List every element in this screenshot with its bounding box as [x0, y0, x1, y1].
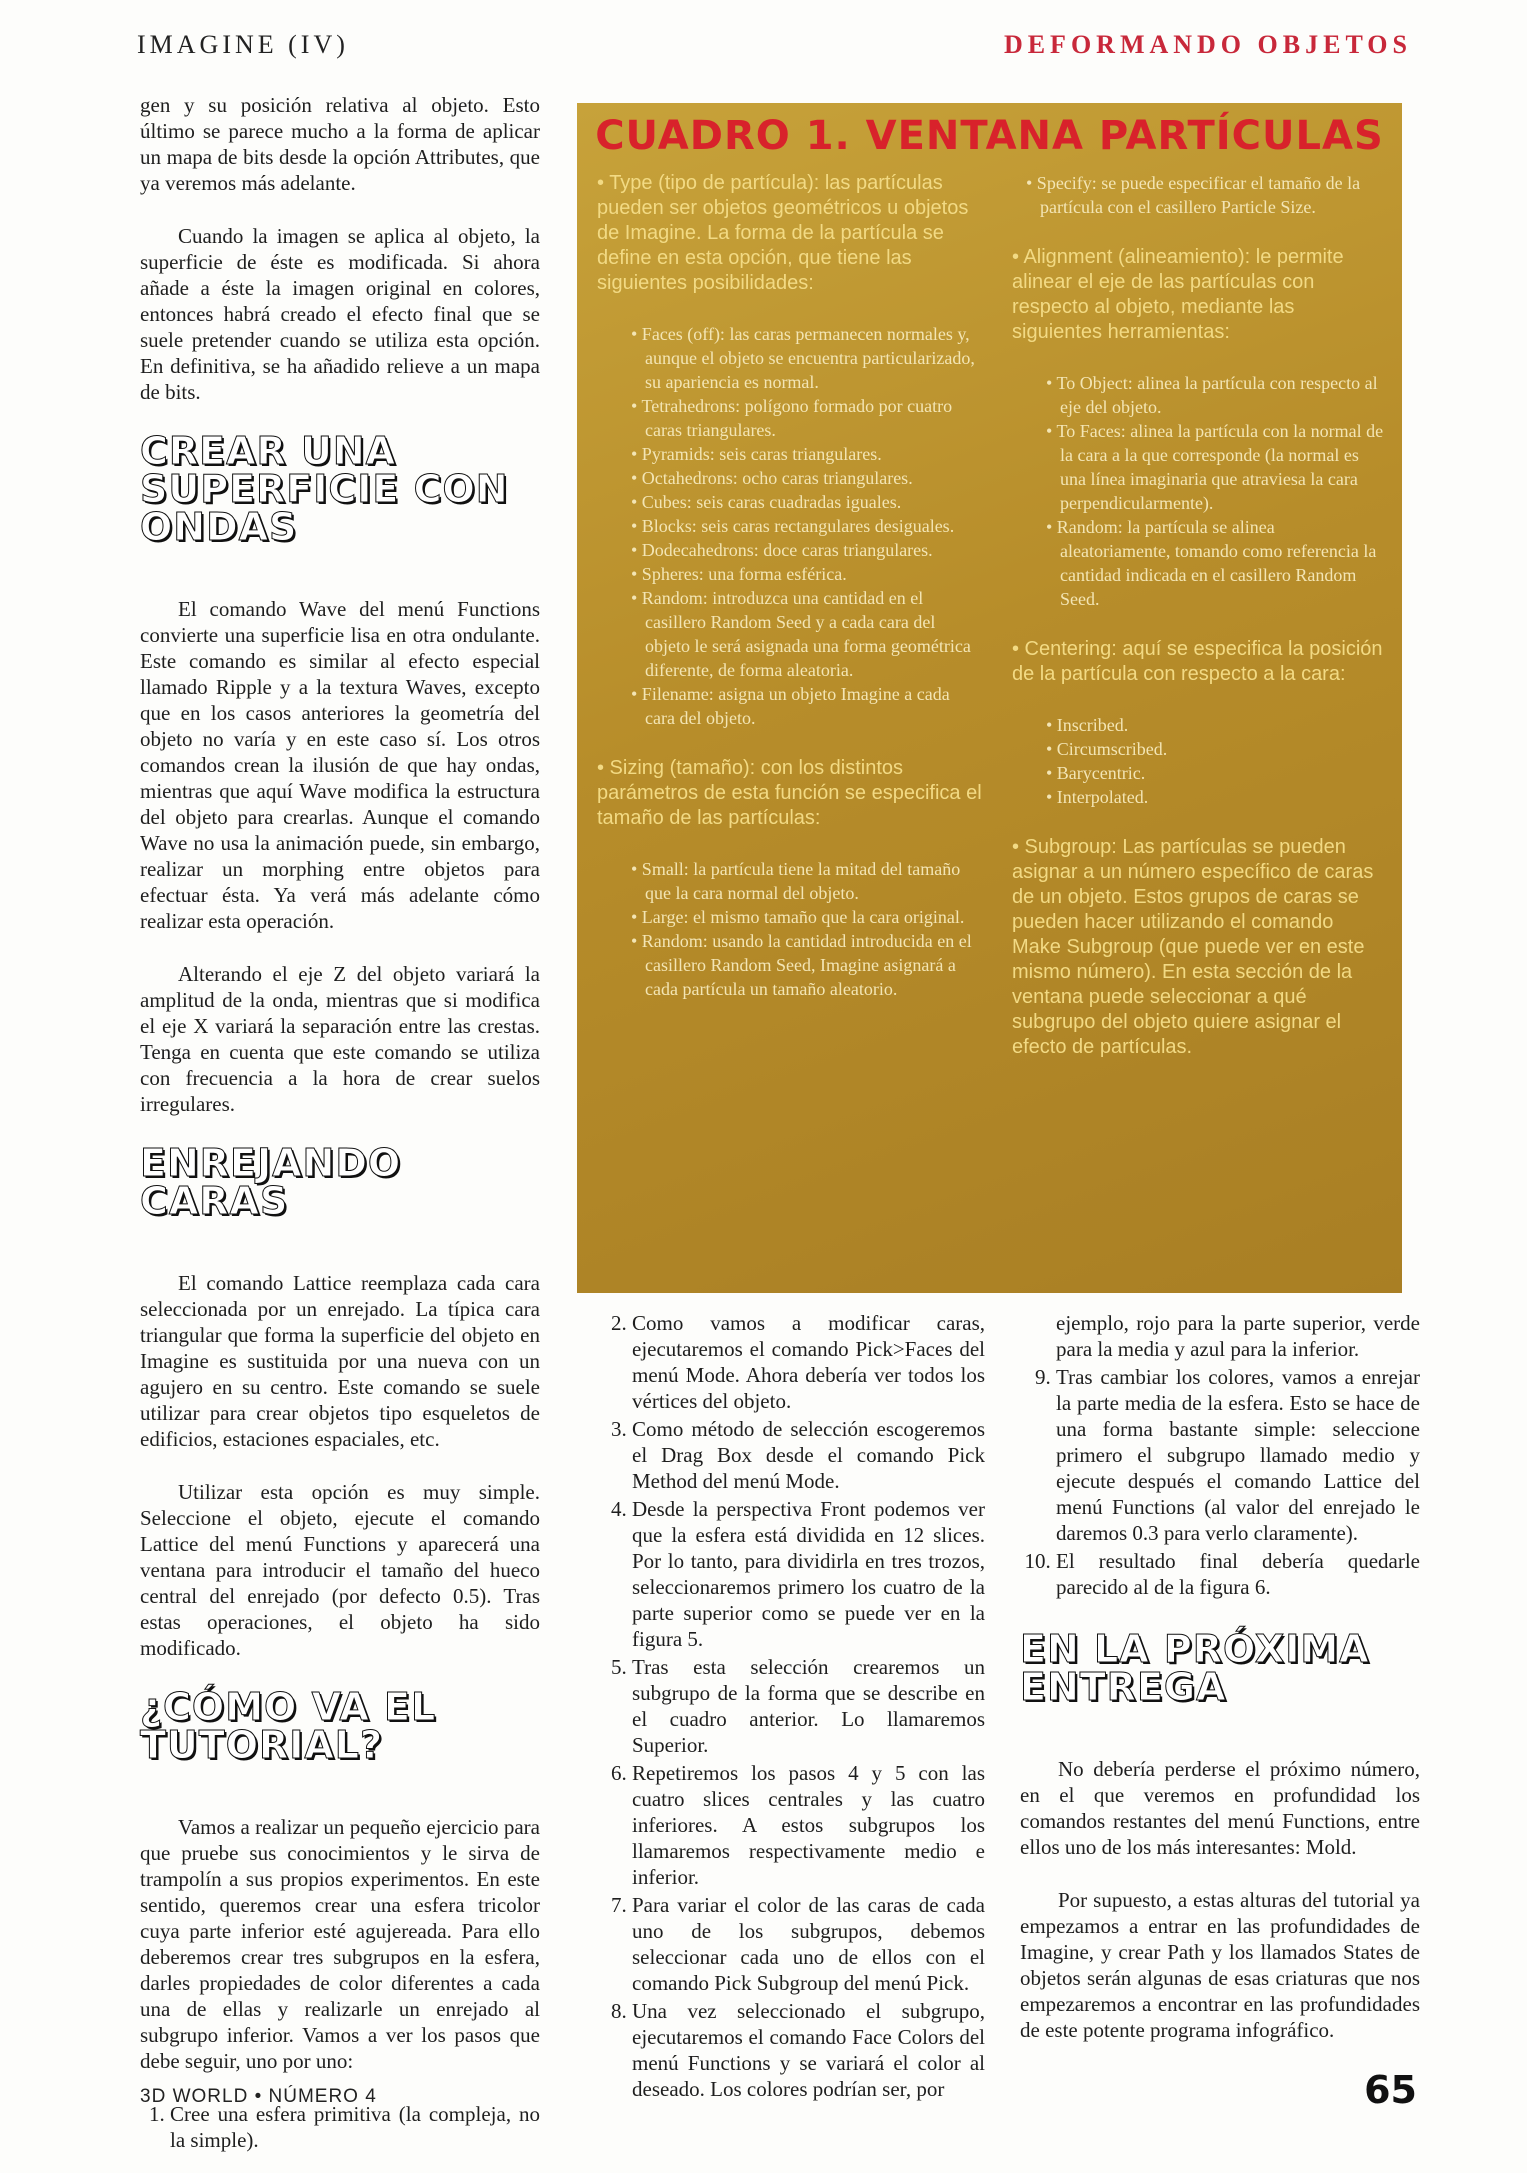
box-column-right — [1012, 171, 1387, 1086]
box-list-item: • Inscribed. — [1046, 715, 1129, 735]
box-alignment-list — [1012, 371, 1387, 611]
box-list-item: • Tetrahedrons: polígono formado por cuatro caras triangulares. — [631, 396, 953, 440]
box-list-item: • Pyramids: seis caras triangulares. — [631, 444, 882, 464]
steps-list-start — [140, 2101, 540, 2153]
paragraph-intro: gen y su posición relativa al objeto. Esto último se parece mucho a la forma de aplicar un mapa de bits desde la opción Attributes, que ya veremos más adelante. — [140, 93, 540, 195]
heading-tutorial-line1: ¿CÓMO VA EL — [140, 1685, 437, 1729]
box-list-item: • Filename: asigna un objeto Imagine a cada cara del objeto. — [631, 684, 950, 728]
box-list-item: • Dodecahedrons: doce caras triangulares. — [631, 540, 933, 560]
paragraph-image: Cuando la imagen se aplica al objeto, la superficie de éste es modificada. Si ahora añade a éste la imagen original en colores, entonces habrá creado el efecto final que se suele pretender cuando se utiliza esta opción. En definitiva, se ha añadido relieve a un mapa de bits. — [140, 224, 540, 404]
heading-wave — [140, 429, 540, 549]
step-item: 1. Cree una esfera primitiva (la compleja, no la simple). — [170, 2101, 540, 2153]
step-item: 5. Tras esta selección crearemos un subgrupo de la forma que se describe en el cuadro anterior. Lo llamaremos Superior. — [632, 1654, 985, 1758]
sidebar-box-particles — [577, 103, 1402, 1293]
box-list-item: • Small: la partícula tiene la mitad del tamaño que la cara normal del objeto. — [631, 859, 961, 903]
step-item: 10. El resultado final debería quedarle parecido al de la figura 6. — [1056, 1548, 1420, 1600]
box-title: CUADRO 1. VENTANA PARTÍCULAS — [595, 113, 1384, 159]
step-item: 3. Como método de selección escogeremos el Drag Box desde el comando Pick Method del menú Mode. — [632, 1416, 985, 1494]
step-item: 7. Para variar el color de las caras de cada uno de los subgrupos, debemos seleccionar cada uno de ellos con el comando Pick Subgroup del menú Pick. — [632, 1892, 985, 1996]
step-item: 8. Una vez seleccionado el subgrupo, ejecutaremos el comando Face Colors del menú Functions y se variará el color al deseado. Los colores podrían ser, por — [632, 1998, 985, 2102]
box-centering-list — [1012, 713, 1387, 809]
box-list-item: • Interpolated. — [1046, 787, 1149, 807]
heading-tutorial — [140, 1685, 540, 1767]
box-list-item: • Circumscribed. — [1046, 739, 1168, 759]
box-list-item: • Faces (off): las caras permanecen normales y, aunque el objeto se encuentra particularizado, su apariencia es normal. — [631, 324, 975, 392]
box-sizing-list — [597, 857, 982, 1001]
step-continuation: ejemplo, rojo para la parte superior, verde para la media y azul para la inferior. — [1056, 1311, 1420, 1361]
heading-wave-line3: ONDAS — [140, 505, 298, 549]
step-item: 6. Repetiremos los pasos 4 y 5 con las cuatro slices centrales y las cuatro inferiores. A estos subgrupos los llamaremos respectivamente medio e inferior. — [632, 1760, 985, 1890]
box-list-item: • Spheres: una forma esférica. — [631, 564, 847, 584]
paragraph-tutorial: Vamos a realizar un pequeño ejercicio para que pruebe sus conocimientos y le sirva de trampolín a sus propios experimentos. En este sentido, queremos crear una esfera tricolor cuya parte inferior esté agujereada. Para ello deberemos crear tres subgrupos en la esfera, darles propiedades de color diferentes a cada una de ellas y realizarle un enrejado al subgrupo inferior. Vamos a ver los pasos que debe seguir, uno por uno: — [140, 1815, 540, 2073]
box-list-item: • Barycentric. — [1046, 763, 1146, 783]
steps-list-middle — [600, 1310, 985, 2102]
box-list-item: • Octahedrons: ocho caras triangulares. — [631, 468, 913, 488]
step-item: 2. Como vamos a modificar caras, ejecutaremos el comando Pick>Faces del menú Mode. Ahora debería ver todos los vértices del objeto. — [632, 1310, 985, 1414]
heading-lattice — [140, 1141, 540, 1223]
box-type-intro: • Type (tipo de partícula): las partículas pueden ser objetos geométricos u objetos de Imagine. La forma de la partícula se define en esta opción, que tiene las siguientes posibilidades: — [597, 172, 969, 294]
box-list-item: • Random: usando la cantidad introducida en el casillero Random Seed, Imagine asignará a cada partícula un tamaño aleatorio. — [631, 931, 972, 999]
box-list-item: • Random: la partícula se alinea aleatoriamente, tomando como referencia la cantidad indicada en el casillero Random Seed. — [1046, 517, 1377, 609]
paragraph-lattice-2: Utilizar esta opción es muy simple. Seleccione el objeto, ejecute el comando Lattice del menú Functions y aparecerá una ventana para introducir el tamaño del hueco central del enrejado (por defecto 0.5). Tras estas operaciones, el objeto ha sido modificado. — [140, 1480, 540, 1660]
box-column-left — [597, 171, 982, 1027]
footer-magazine: 3D WORLD • NÚMERO 4 — [140, 2086, 377, 2107]
box-list-item: • To Object: alinea la partícula con respecto al eje del objeto. — [1046, 373, 1378, 417]
heading-next-line1: EN LA PRÓXIMA — [1020, 1627, 1370, 1671]
heading-next-line2: ENTREGA — [1020, 1665, 1227, 1709]
box-subgroup-text: • Subgroup: Las partículas se pueden asignar a un número específico de caras de un objeto. Estos grupos de caras se pueden hacer utilizando el comando Make Subgroup (que puede ver en este mismo número). En esta sección de la ventana puede seleccionar a qué subgrupo del objeto quiere asignar el efecto de partículas. — [1012, 836, 1374, 1058]
box-specify-list — [1012, 171, 1387, 219]
paragraph-next-1: No debería perderse el próximo número, en el que veremos en profundidad los comandos restantes del menú Functions, entre ellos uno de los más interesantes: Mold. — [1020, 1757, 1420, 1859]
box-list-item: • Specify: se puede especificar el tamaño de la partícula con el casillero Particle Size. — [1026, 173, 1361, 217]
box-sizing-intro: • Sizing (tamaño): con los distintos parámetros de esta función se especifica el tamaño de las partículas: — [597, 757, 982, 829]
box-list-item: • To Faces: alinea la partícula con la normal de la cara a la que corresponde (la normal es una línea imaginaria que atraviesa la cara perpendicularmente). — [1046, 421, 1384, 513]
column-right — [1020, 1310, 1420, 2070]
box-alignment-intro: • Alignment (alineamiento): le permite alinear el eje de las partículas con respecto al objeto, mediante las siguientes herramientas: — [1012, 246, 1344, 343]
running-header-left: IMAGINE (IV) — [137, 30, 349, 59]
paragraph-wave-2: Alterando el eje Z del objeto variará la amplitud de la onda, mientras que si modifica el eje X variará la separación entre las crestas. Tenga en cuenta que este comando se utiliza con frecuencia a la hora de crear suelos irregulares. — [140, 962, 540, 1116]
box-type-list — [597, 322, 982, 730]
paragraph-lattice-1: El comando Lattice reemplaza cada cara seleccionada por un enrejado. La típica cara triangular que forma la superficie del objeto en Imagine es sustituida por una nueva con un agujero en su centro. Este comando se suele utilizar para crear objetos tipo esqueletos de edificios, estaciones espaciales, etc. — [140, 1271, 540, 1451]
heading-wave-line1: CREAR UNA — [140, 429, 397, 473]
box-list-item: • Cubes: seis caras cuadradas iguales. — [631, 492, 902, 512]
column-left — [140, 92, 540, 2173]
step-item: 4. Desde la perspectiva Front podemos ver que la esfera está dividida en 12 slices. Por lo tanto, para dividirla en tres trozos, seleccionaremos primero los cuatro de la parte superior como se puede ver en la figura 5. — [632, 1496, 985, 1652]
heading-wave-line2: SUPERFICIE CON — [140, 467, 509, 511]
step-item: 9. Tras cambiar los colores, vamos a enrejar la parte media de la esfera. Esto se hace de una forma bastante simple: seleccione primero el subgrupo llamado medio y ejecute después el comando Lattice del menú Functions (al valor del enrejado le daremos 0.3 para verlo claramente). — [1056, 1364, 1420, 1546]
heading-next — [1020, 1627, 1420, 1709]
heading-lattice-text: ENREJANDO CARAS — [140, 1141, 402, 1223]
box-list-item: • Blocks: seis caras rectangulares desiguales. — [631, 516, 955, 536]
page-number: 65 — [1364, 2068, 1417, 2112]
box-list-item: • Large: el mismo tamaño que la cara original. — [631, 907, 965, 927]
steps-list-end — [1020, 1364, 1420, 1600]
running-header-right: DEFORMANDO OBJETOS — [1003, 30, 1412, 59]
heading-tutorial-line2: TUTORIAL? — [140, 1723, 384, 1767]
box-centering-intro: • Centering: aquí se especifica la posición de la partícula con respecto a la cara: — [1012, 638, 1383, 685]
column-middle — [600, 1310, 985, 2122]
paragraph-next-2: Por supuesto, a estas alturas del tutorial ya empezamos a entrar en las profundidades de Imagine, y crear Path y los llamados States de objetos serán algunas de esas criaturas que nos empezaremos a encontrar en las profundidades de este potente programa infográfico. — [1020, 1888, 1420, 2042]
box-list-item: • Random: introduzca una cantidad en el casillero Random Seed y a cada cara del objeto le será asignada una forma geométrica diferente, de forma aleatoria. — [631, 588, 971, 680]
paragraph-wave-1: El comando Wave del menú Functions convierte una superficie lisa en otra ondulante. Este comando es similar al efecto especial llamado Ripple y a la textura Waves, excepto que en los casos anteriores la geometría del objeto no varía y en este caso sí. Los otros comandos crean la ilusión de que hay ondas, mientras que aquí Wave modifica la estructura del objeto para crearlas. Aunque el comando Wave no usa la animación puede, sin embargo, realizar un morphing entre objetos para efectuar ésta. Ya verá más adelante cómo realizar esta operación. — [140, 597, 540, 933]
